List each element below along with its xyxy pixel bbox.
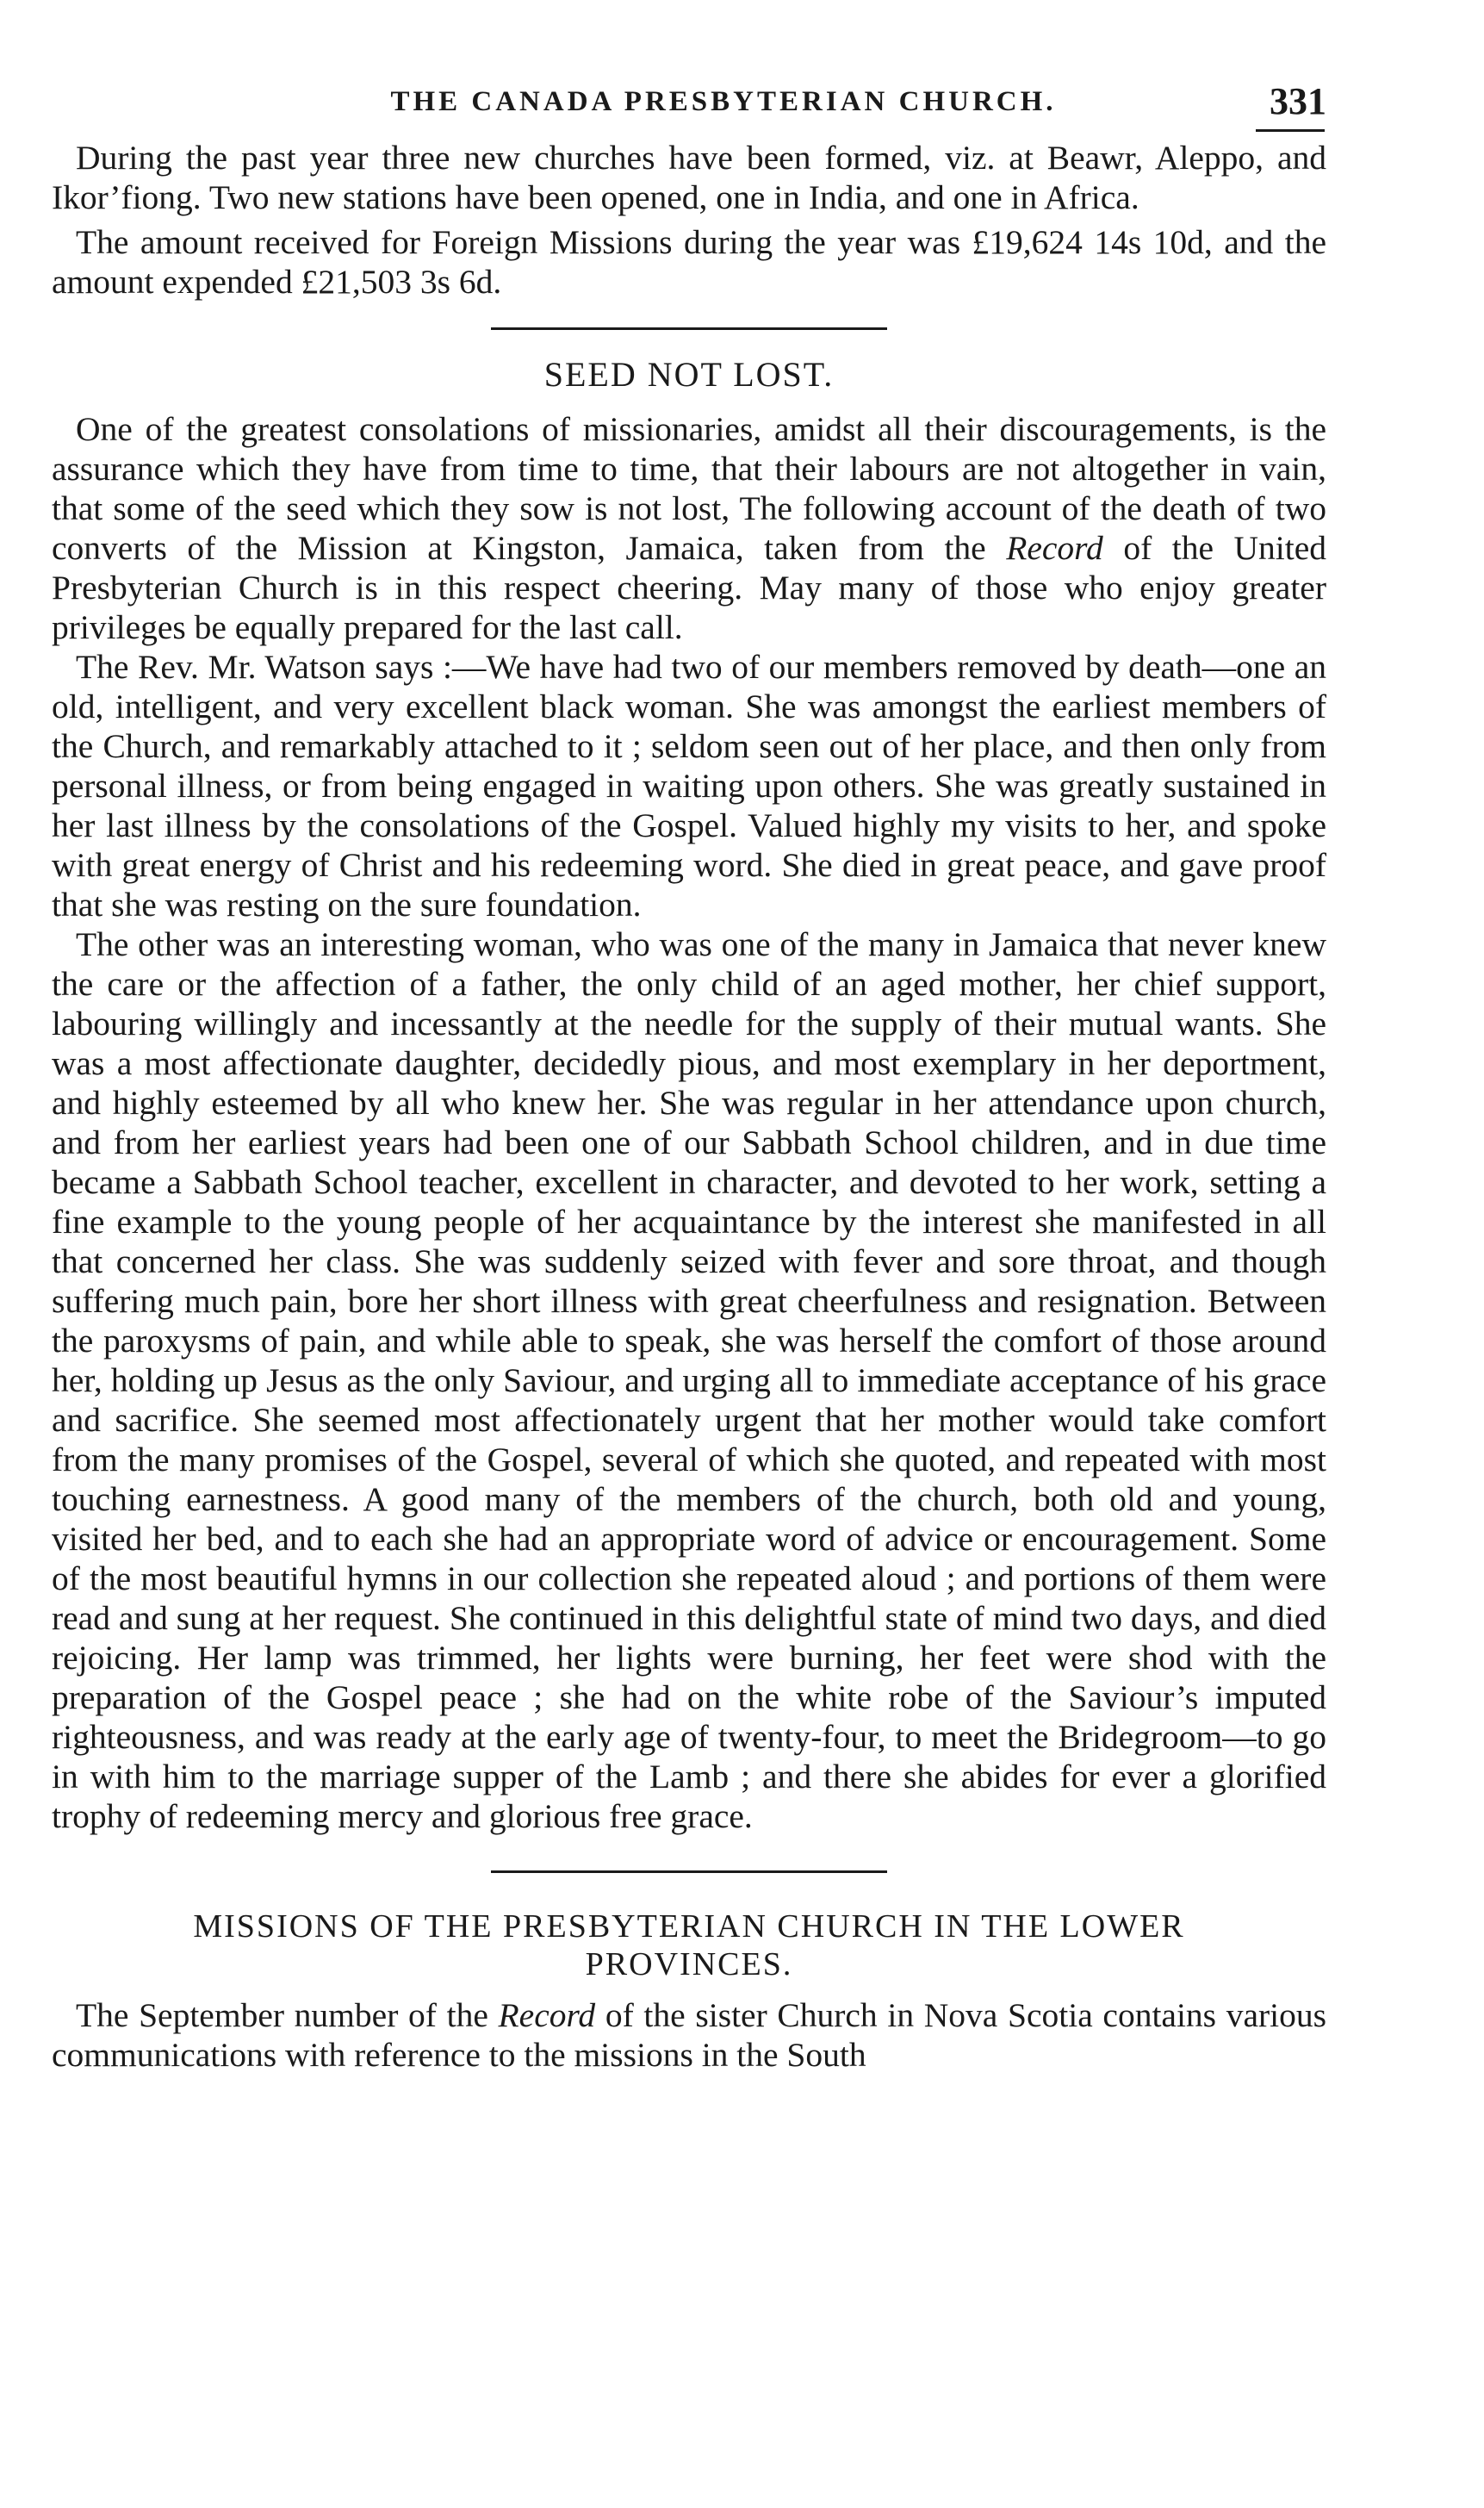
section-divider <box>491 327 887 330</box>
running-header <box>52 80 1326 138</box>
seed-paragraph-1-text-b: of the United Presbyterian Church is in this respect cheering. May many of those who enjoy greater privileges be equally prepared for the last call. <box>52 529 1326 646</box>
section-divider <box>491 1870 887 1873</box>
seed-paragraph-3: The other was an interesting woman, who was one of the many in Jamaica that never knew the care or the affection of a father, the only child of an aged mother, her chief support, labouring willingly and incessantly at the needle for the supply of their mutual wants. She was a most affectionate daughter, decidedly pious, and most exemplary in her deportment, and highly esteemed by all who knew her. She was regular in her attendance upon church, and from her earliest years had been one of our Sabbath School children, and in due time became a Sabbath School teacher, excellent in character, and devoted to her work, setting a fine example to the young people of her acquaintance by the interest she manifested in all that concerned her class. She was suddenly seized with fever and sore throat, and though suffering much pain, bore her short illness with great cheerfulness and resignation. Between the paroxysms of pain, and while able to speak, she was herself the comfort of those around her, holding up Jesus as the only Saviour, and urging all to immediate acceptance of his grace and sacrifice. She seemed most affectionately urgent that her mother would take comfort from the many promises of the Gospel, several of which she quoted, and repeated with most touching earnestness. A good many of the members of the church, both old and young, visited her bed, and to each she had an appropriate word of advice or encouragement. Some of the most beautiful hymns in our collection she repeated aloud ; and portions of them were read and sung at her request. She continued in this delightful state of mind two days, and died rejoicing. Her lamp was trimmed, her lights were burning, her feet were shod with the preparation of the Gospel peace ; she had on the white robe of the Saviour’s imputed righteousness, and was ready at the early age of twenty-four, to meet the Bridegroom—to go in with him to the marriage supper of the Lamb ; and there she abides for ever a glorified trophy of redeeming mercy and glorious free grace. <box>52 925 1326 1835</box>
seed-paragraph-1 <box>52 409 1326 647</box>
document-page <box>52 80 1327 2075</box>
record-title-italic: Record <box>498 1996 596 2034</box>
page-number: 331 <box>1270 80 1326 122</box>
running-title: THE CANADA PRESBYTERIAN CHURCH. <box>390 86 1057 117</box>
seed-paragraph-2: The Rev. Mr. Watson says :—We have had two of our members removed by death—one an old, intelligent, and very excellent black woman. She was amongst the earliest members of the Church, and remarkably attached to it ; seldom seen out of her place, and then only from personal illness, or from being engaged in waiting upon others. She was greatly sustained in her last illness by the consolations of the Gospel. Valued highly my visits to her, and spoke with great energy of Christ and his redeeming word. She died in great peace, and gave proof that she was resting on the sure foundation. <box>52 648 1326 924</box>
intro-paragraph-2: The amount received for Foreign Missions during the year was £19,624 14s 10d, and the amount expended £21,503 3s 6d. <box>52 223 1326 301</box>
missions-paragraph-1 <box>52 1995 1326 2075</box>
record-title-italic: Record <box>1006 529 1103 567</box>
missions-paragraph-1-text-b: of the sister Church in Nova Scotia contains various communications with reference to the missions in the South <box>52 1996 1327 2074</box>
missions-paragraph-1-text-a: The September number of the <box>76 1996 499 2034</box>
section-title-missions-line-1: MISSIONS OF THE PRESBYTERIAN CHURCH IN THE LOWER <box>193 1908 1185 1945</box>
section-title-missions <box>52 1907 1326 1983</box>
intro-paragraph-1: During the past year three new churches have been formed, viz. at Beawr, Aleppo, and Ikor’fiong. Two new stations have been opened, one in India, and one in Africa. <box>52 139 1326 216</box>
page-number-underline <box>1256 129 1325 132</box>
section-title-seed-not-lost: SEED NOT LOST. <box>543 355 835 394</box>
seed-paragraph-1-text-a: One of the greatest consolations of missionaries, amidst all their discouragements, is the assurance which they have from time to time, that their labours are not altogether in vain, that some of the seed which they sow is not lost, The following account of the death of two converts of the Mission at Kingston, Jamaica, taken from the <box>52 410 1326 567</box>
section-title-missions-line-2: PROVINCES. <box>585 1946 793 1982</box>
